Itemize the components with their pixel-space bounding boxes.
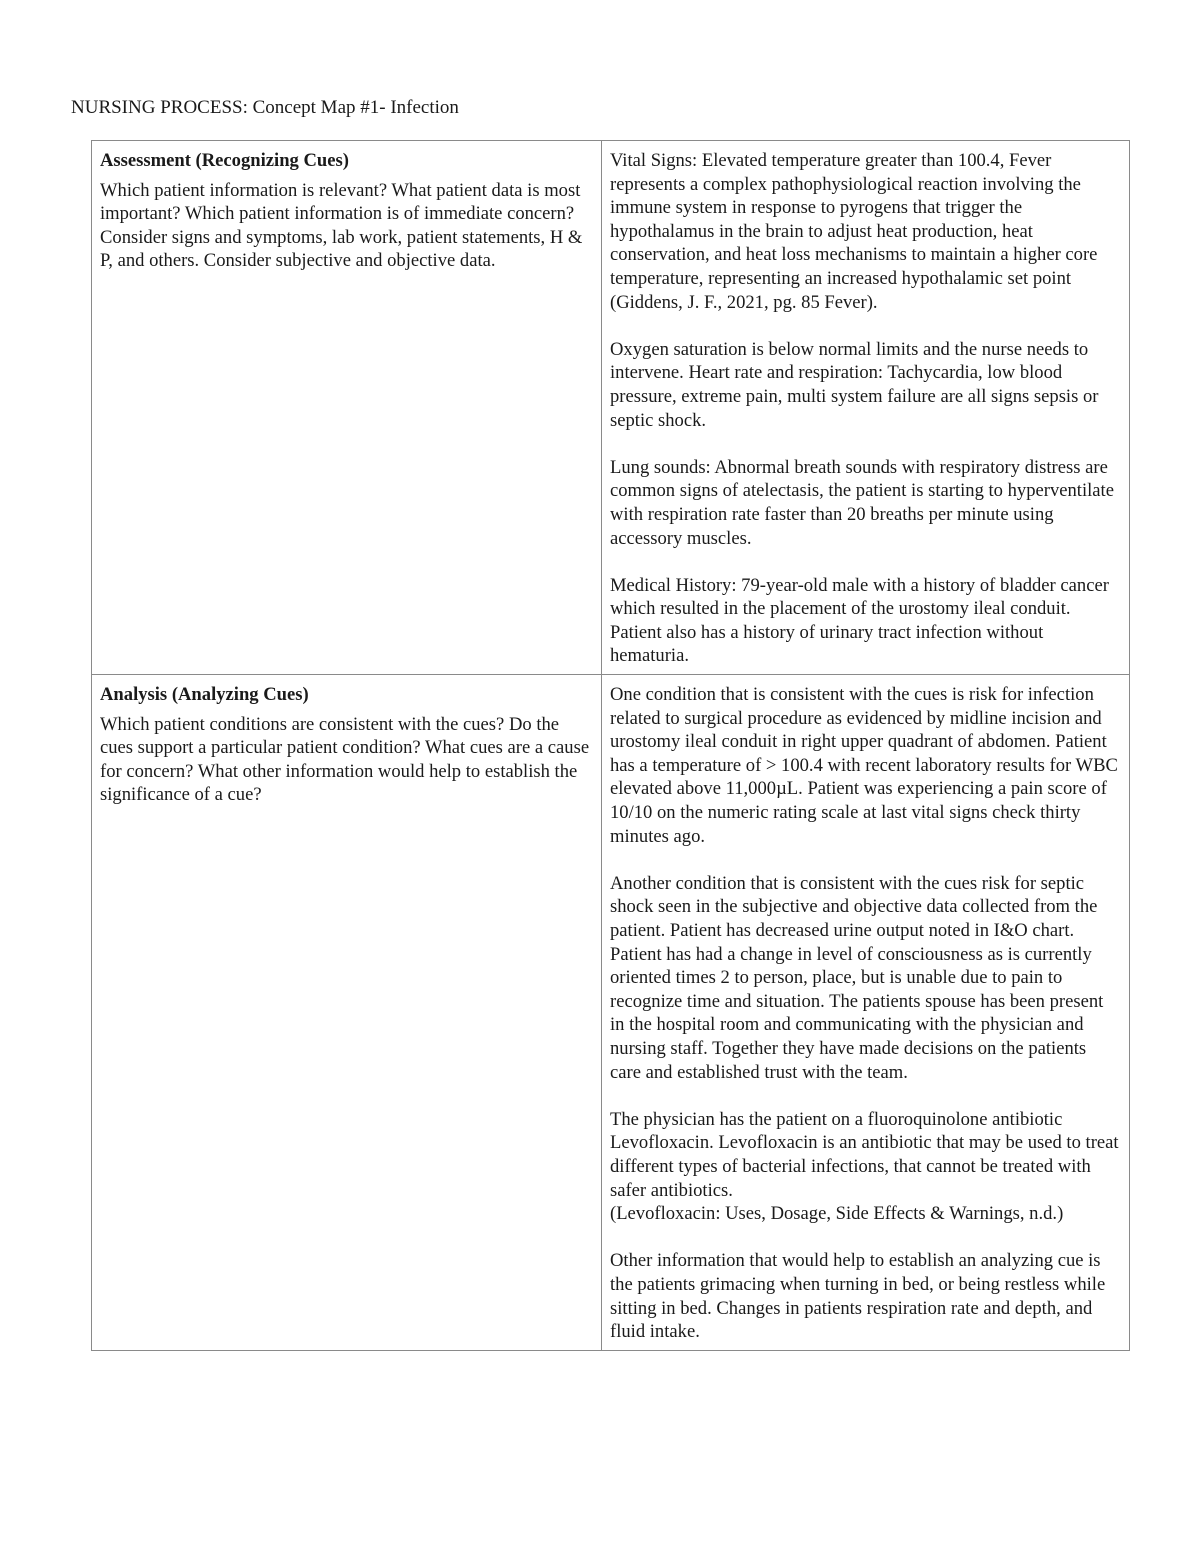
analysis-other-information-paragraph: Other information that would help to establish an analyzing cue is the patients grimacing when turning in bed, or being restless while sitting in bed. Changes in patients respiration rate and depth, and fluid intake.	[610, 1250, 1106, 1343]
assessment-lung-sounds-paragraph: Lung sounds: Abnormal breath sounds with respiratory distress are common signs of atelectasis, the patient is starting to hyperventilate with respiration rate faster than 20 breaths per minute using accessory muscles.	[610, 456, 1114, 549]
concept-map-table	[91, 140, 1130, 1351]
analysis-prompt-cell	[92, 675, 602, 1351]
document-title: NURSING PROCESS: Concept Map #1- Infection	[71, 97, 459, 118]
table-row-assessment	[92, 141, 1130, 675]
assessment-oxygen-paragraph: Oxygen saturation is below normal limits and the nurse needs to intervene. Heart rate and respiration: Tachycardia, low blood pressure, extreme pain, multi system failure are all signs sepsis or septic shock.	[610, 338, 1099, 431]
analysis-antibiotic-paragraph: The physician has the patient on a fluoroquinolone antibiotic Levofloxacin. Levofloxacin is an antibiotic that may be used to treat different types of bacterial infections, that cannot be treated with safer antibiotics. (Levofloxacin: Uses, Dosage, Side Effects & Warnings, n.d.)	[610, 1108, 1119, 1225]
assessment-vital-signs-paragraph: Vital Signs: Elevated temperature greater than 100.4, Fever represents a complex pathophysiological reaction involving the immune system in response to pyrogens that trigger the hypothalamus in the brain to adjust heat production, heat conservation, and heat loss mechanisms to maintain a higher core temperature, representing an increased hypothalamic set point (Giddens, J. F., 2021, pg. 85 Fever).	[610, 150, 1098, 313]
assessment-heading: Assessment (Recognizing Cues)	[100, 150, 349, 171]
assessment-medical-history-paragraph: Medical History: 79-year-old male with a history of bladder cancer which resulted in the placement of the urostomy ileal conduit. Patient also has a history of urinary tract infection without hematuria.	[610, 574, 1109, 667]
analysis-septic-shock-paragraph: Another condition that is consistent with the cues risk for septic shock seen in the subjective and objective data collected from the patient. Patient has decreased urine output noted in I&O chart. Patient has had a change in level of consciousness as is currently oriented times 2 to person, place, but is unable due to pain to recognize time and situation. The patients spouse has been present in the hospital room and communicating with the physician and nursing staff. Together they have made decisions on the patients care and established trust with the team.	[610, 872, 1104, 1083]
analysis-infection-risk-paragraph: One condition that is consistent with the cues is risk for infection related to surgical procedure as evidenced by midline incision and urostomy ileal conduit in right upper quadrant of abdomen. Patient has a temperature of > 100.4 with recent laboratory results for WBC elevated above 11,000µL. Patient was experiencing a pain score of 10/10 on the numeric rating scale at last vital signs check thirty minutes ago.	[610, 684, 1118, 847]
assessment-prompt: Which patient information is relevant? What patient data is most important? Which patient information is of immediate concern? Consider signs and symptoms, lab work, patient statements, H & P, and others. Consider subjective and objective data.	[100, 179, 583, 272]
assessment-prompt-cell	[92, 141, 602, 675]
analysis-response-cell	[602, 675, 1130, 1351]
analysis-prompt: Which patient conditions are consistent with the cues? Do the cues support a particular patient condition? What cues are a cause for concern? What other information would help to establish the significance of a cue?	[100, 713, 590, 806]
assessment-response-cell	[602, 141, 1130, 675]
table-row-analysis	[92, 675, 1130, 1351]
analysis-heading: Analysis (Analyzing Cues)	[100, 684, 309, 706]
